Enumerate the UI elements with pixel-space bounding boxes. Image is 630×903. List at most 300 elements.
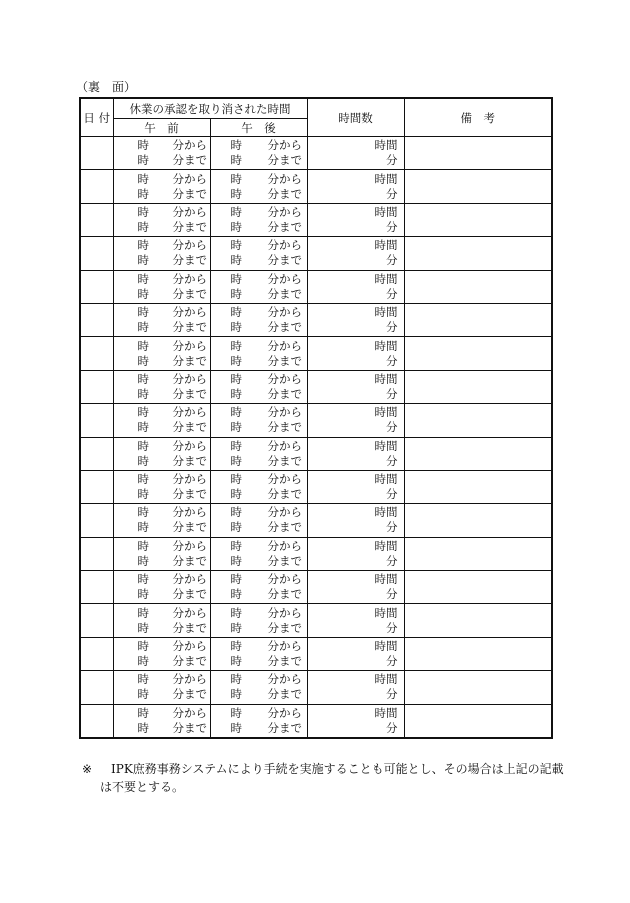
date-cell[interactable]: [80, 404, 113, 437]
hour-label: 時: [137, 238, 149, 253]
remarks-cell[interactable]: [404, 337, 552, 370]
from-label: 分から: [267, 705, 302, 720]
hour-label: 時: [137, 305, 149, 320]
am-time-cell[interactable]: [113, 137, 210, 170]
time-from-line: [211, 272, 307, 287]
hour-label: 時: [230, 271, 242, 286]
pm-time-cell[interactable]: [210, 404, 307, 437]
minutes-unit-label: 分: [386, 720, 398, 735]
hour-label: 時: [137, 438, 149, 453]
from-label: 分から: [267, 371, 302, 386]
hour-label: 時: [230, 353, 242, 368]
time-until-line: [114, 320, 210, 335]
minutes-unit-label: 分: [386, 654, 398, 669]
minutes-unit-label: 分: [386, 219, 398, 234]
time-until-line: [211, 687, 307, 702]
from-label: 分から: [172, 572, 207, 587]
from-label: 分から: [267, 305, 302, 320]
am-time-cell[interactable]: [113, 504, 210, 537]
date-cell[interactable]: [80, 270, 113, 303]
from-label: 分から: [267, 605, 302, 620]
hour-label: 時: [137, 605, 149, 620]
am-time-cell[interactable]: [113, 203, 210, 236]
until-label: 分まで: [267, 487, 302, 502]
time-until-line: [211, 487, 307, 502]
note-line-2: は不要とする。: [100, 780, 185, 794]
time-from-line: [211, 372, 307, 387]
from-label: 分から: [267, 505, 302, 520]
time-from-line: [211, 339, 307, 354]
time-until-line: [211, 654, 307, 669]
time-until-line: [211, 554, 307, 569]
remarks-cell[interactable]: [404, 604, 552, 637]
hour-label: 時: [230, 320, 242, 335]
hour-label: 時: [137, 320, 149, 335]
time-from-line: [114, 572, 210, 587]
date-cell[interactable]: [80, 170, 113, 203]
time-until-line: [211, 454, 307, 469]
hour-label: 時: [230, 204, 242, 219]
table-row: [80, 137, 552, 170]
hour-label: 時: [137, 672, 149, 687]
from-label: 分から: [267, 438, 302, 453]
table-row: [80, 337, 552, 370]
until-label: 分まで: [172, 487, 207, 502]
hour-label: 時: [137, 472, 149, 487]
remarks-cell[interactable]: [404, 203, 552, 236]
from-label: 分から: [172, 238, 207, 253]
minutes-unit-label: 分: [386, 687, 398, 702]
table-row: [80, 470, 552, 503]
time-until-line: [211, 187, 307, 202]
date-cell[interactable]: [80, 537, 113, 570]
date-cell[interactable]: [80, 571, 113, 604]
until-label: 分まで: [267, 253, 302, 268]
from-label: 分から: [267, 238, 302, 253]
minutes-unit-label: 分: [386, 420, 398, 435]
time-from-line: [211, 205, 307, 220]
remarks-cell[interactable]: [404, 704, 552, 738]
hours-unit-label: 時間: [374, 572, 398, 587]
date-cell[interactable]: [80, 370, 113, 403]
until-label: 分まで: [267, 386, 302, 401]
hours-unit-label: 時間: [374, 171, 398, 186]
time-until-line: [114, 454, 210, 469]
time-until-line: [211, 721, 307, 736]
hour-label: 時: [137, 286, 149, 301]
time-from-line: [114, 272, 210, 287]
pm-time-cell[interactable]: [210, 571, 307, 604]
time-until-line: [211, 220, 307, 235]
am-time-cell[interactable]: [113, 571, 210, 604]
time-from-line: [114, 238, 210, 253]
until-label: 分まで: [172, 587, 207, 602]
table-row: [80, 671, 552, 704]
remarks-cell[interactable]: [404, 470, 552, 503]
time-from-line: [211, 305, 307, 320]
date-cell[interactable]: [80, 203, 113, 236]
hour-label: 時: [230, 472, 242, 487]
minutes-unit-label: 分: [386, 353, 398, 368]
date-cell[interactable]: [80, 470, 113, 503]
hour-label: 時: [230, 420, 242, 435]
date-cell[interactable]: [80, 337, 113, 370]
date-cell[interactable]: [80, 303, 113, 336]
time-until-line: [114, 487, 210, 502]
hour-label: 時: [137, 420, 149, 435]
hour-label: 時: [137, 186, 149, 201]
remarks-cell[interactable]: [404, 637, 552, 670]
hours-cell[interactable]: [307, 671, 404, 704]
until-label: 分まで: [267, 453, 302, 468]
pm-time-cell[interactable]: [210, 337, 307, 370]
date-cell[interactable]: [80, 637, 113, 670]
hour-label: 時: [230, 286, 242, 301]
hour-label: 時: [230, 405, 242, 420]
time-from-line: [211, 472, 307, 487]
hour-label: 時: [137, 705, 149, 720]
remarks-cell[interactable]: [404, 137, 552, 170]
hours-cell[interactable]: [307, 537, 404, 570]
hours-cell[interactable]: [307, 337, 404, 370]
from-label: 分から: [267, 639, 302, 654]
time-until-line: [114, 621, 210, 636]
hours-cell[interactable]: [307, 270, 404, 303]
hour-label: 時: [230, 587, 242, 602]
until-label: 分まで: [172, 520, 207, 535]
pm-time-cell[interactable]: [210, 504, 307, 537]
remarks-cell[interactable]: [404, 370, 552, 403]
am-header: 午 前: [113, 119, 210, 137]
hours-cell[interactable]: [307, 170, 404, 203]
until-label: 分まで: [267, 153, 302, 168]
date-header: 日 付: [80, 98, 113, 137]
hours-cell[interactable]: [307, 203, 404, 236]
pm-time-cell[interactable]: [210, 637, 307, 670]
time-from-line: [114, 606, 210, 621]
hour-label: 時: [137, 353, 149, 368]
time-until-line: [114, 153, 210, 168]
time-until-line: [114, 253, 210, 268]
pm-time-cell[interactable]: [210, 203, 307, 236]
am-time-cell[interactable]: [113, 704, 210, 738]
hour-label: 時: [230, 520, 242, 535]
until-label: 分まで: [267, 420, 302, 435]
remarks-cell[interactable]: [404, 270, 552, 303]
until-label: 分まで: [172, 253, 207, 268]
hours-cell[interactable]: [307, 137, 404, 170]
hour-label: 時: [137, 405, 149, 420]
from-label: 分から: [172, 672, 207, 687]
time-until-line: [114, 520, 210, 535]
time-until-line: [114, 220, 210, 235]
minutes-unit-label: 分: [386, 487, 398, 502]
until-label: 分まで: [172, 353, 207, 368]
remarks-cell[interactable]: [404, 303, 552, 336]
remarks-cell[interactable]: [404, 437, 552, 470]
hours-unit-label: 時間: [374, 305, 398, 320]
hour-label: 時: [230, 505, 242, 520]
time-until-line: [114, 420, 210, 435]
table-row: [80, 404, 552, 437]
hour-label: 時: [137, 505, 149, 520]
time-until-line: [211, 153, 307, 168]
hour-label: 時: [230, 487, 242, 502]
hours-unit-label: 時間: [374, 672, 398, 687]
remarks-cell[interactable]: [404, 170, 552, 203]
until-label: 分まで: [172, 620, 207, 635]
pm-time-cell[interactable]: [210, 237, 307, 270]
until-label: 分まで: [172, 687, 207, 702]
note-mark: ※: [82, 762, 93, 776]
time-until-line: [114, 554, 210, 569]
hour-label: 時: [137, 386, 149, 401]
hour-label: 時: [137, 639, 149, 654]
time-from-line: [211, 706, 307, 721]
minutes-unit-label: 分: [386, 553, 398, 568]
time-until-line: [114, 687, 210, 702]
am-time-cell[interactable]: [113, 637, 210, 670]
remarks-cell[interactable]: [404, 671, 552, 704]
hours-cell[interactable]: [307, 704, 404, 738]
from-label: 分から: [267, 538, 302, 553]
am-time-cell[interactable]: [113, 337, 210, 370]
until-label: 分まで: [267, 620, 302, 635]
hour-label: 時: [230, 153, 242, 168]
time-until-line: [114, 654, 210, 669]
until-label: 分まで: [267, 654, 302, 669]
hour-label: 時: [137, 138, 149, 153]
until-label: 分まで: [267, 520, 302, 535]
time-from-line: [211, 572, 307, 587]
hours-cell[interactable]: [307, 237, 404, 270]
table-row: [80, 704, 552, 738]
hour-label: 時: [137, 587, 149, 602]
until-label: 分まで: [172, 320, 207, 335]
until-label: 分まで: [172, 420, 207, 435]
time-from-line: [211, 405, 307, 420]
time-until-line: [114, 187, 210, 202]
pm-time-cell[interactable]: [210, 671, 307, 704]
hours-unit-label: 時間: [374, 338, 398, 353]
hour-label: 時: [230, 687, 242, 702]
hour-label: 時: [230, 553, 242, 568]
until-label: 分まで: [172, 654, 207, 669]
time-from-line: [114, 372, 210, 387]
table-row: [80, 571, 552, 604]
time-from-line: [114, 305, 210, 320]
hour-label: 時: [137, 338, 149, 353]
pm-time-cell[interactable]: [210, 437, 307, 470]
hours-unit-label: 時間: [374, 271, 398, 286]
hour-label: 時: [230, 654, 242, 669]
time-from-line: [114, 138, 210, 153]
hours-cell[interactable]: [307, 404, 404, 437]
hour-label: 時: [230, 639, 242, 654]
minutes-unit-label: 分: [386, 153, 398, 168]
date-cell[interactable]: [80, 237, 113, 270]
pm-time-cell[interactable]: [210, 170, 307, 203]
hours-cell[interactable]: [307, 504, 404, 537]
time-from-line: [211, 138, 307, 153]
am-time-cell[interactable]: [113, 170, 210, 203]
until-label: 分まで: [172, 153, 207, 168]
from-label: 分から: [172, 705, 207, 720]
pm-time-cell[interactable]: [210, 370, 307, 403]
hours-unit-label: 時間: [374, 238, 398, 253]
from-label: 分から: [172, 338, 207, 353]
am-time-cell[interactable]: [113, 537, 210, 570]
from-label: 分から: [267, 138, 302, 153]
from-label: 分から: [172, 271, 207, 286]
hours-cell[interactable]: [307, 303, 404, 336]
remarks-cell[interactable]: [404, 237, 552, 270]
until-label: 分まで: [267, 186, 302, 201]
hour-label: 時: [137, 171, 149, 186]
pm-time-cell[interactable]: [210, 137, 307, 170]
hour-label: 時: [137, 487, 149, 502]
date-cell[interactable]: [80, 671, 113, 704]
am-time-cell[interactable]: [113, 370, 210, 403]
hours-cell[interactable]: [307, 637, 404, 670]
table-row: [80, 270, 552, 303]
hour-label: 時: [230, 238, 242, 253]
hour-label: 時: [230, 572, 242, 587]
until-label: 分まで: [267, 553, 302, 568]
pm-time-cell[interactable]: [210, 537, 307, 570]
date-cell[interactable]: [80, 604, 113, 637]
table-row: [80, 170, 552, 203]
until-label: 分まで: [267, 353, 302, 368]
hour-label: 時: [137, 654, 149, 669]
time-until-line: [114, 587, 210, 602]
am-time-cell[interactable]: [113, 671, 210, 704]
am-time-cell[interactable]: [113, 237, 210, 270]
table-row: [80, 370, 552, 403]
footnote: [82, 760, 562, 796]
remarks-cell[interactable]: [404, 404, 552, 437]
minutes-unit-label: 分: [386, 320, 398, 335]
am-time-cell[interactable]: [113, 470, 210, 503]
reverse-side-label: （裏 面）: [76, 80, 137, 94]
time-from-line: [211, 439, 307, 454]
hour-label: 時: [230, 620, 242, 635]
date-cell[interactable]: [80, 437, 113, 470]
table-row: [80, 237, 552, 270]
from-label: 分から: [172, 505, 207, 520]
am-time-cell[interactable]: [113, 404, 210, 437]
minutes-unit-label: 分: [386, 253, 398, 268]
hour-label: 時: [230, 338, 242, 353]
time-until-line: [211, 354, 307, 369]
from-label: 分から: [267, 572, 302, 587]
pm-time-cell[interactable]: [210, 270, 307, 303]
remarks-cell[interactable]: [404, 504, 552, 537]
table-row: [80, 537, 552, 570]
hours-cell[interactable]: [307, 604, 404, 637]
time-from-line: [114, 172, 210, 187]
date-cell[interactable]: [80, 704, 113, 738]
time-from-line: [114, 472, 210, 487]
hours-unit-label: 時間: [374, 505, 398, 520]
hours-cell[interactable]: [307, 370, 404, 403]
hours-cell[interactable]: [307, 437, 404, 470]
hour-label: 時: [230, 171, 242, 186]
hours-cell[interactable]: [307, 470, 404, 503]
hour-label: 時: [230, 453, 242, 468]
hour-label: 時: [137, 620, 149, 635]
time-until-line: [114, 287, 210, 302]
pm-time-cell[interactable]: [210, 704, 307, 738]
hours-unit-label: 時間: [374, 371, 398, 386]
hour-label: 時: [230, 720, 242, 735]
hours-header: 時間数: [307, 98, 404, 137]
minutes-unit-label: 分: [386, 620, 398, 635]
minutes-unit-label: 分: [386, 386, 398, 401]
time-from-line: [114, 205, 210, 220]
table-row: [80, 637, 552, 670]
am-time-cell[interactable]: [113, 604, 210, 637]
leave-cancellation-table: [79, 97, 553, 739]
remarks-cell[interactable]: [404, 571, 552, 604]
until-label: 分まで: [267, 687, 302, 702]
hour-label: 時: [137, 572, 149, 587]
pm-header: 午 後: [210, 119, 307, 137]
time-from-line: [114, 405, 210, 420]
hour-label: 時: [230, 253, 242, 268]
remarks-cell[interactable]: [404, 537, 552, 570]
am-time-cell[interactable]: [113, 437, 210, 470]
hours-cell[interactable]: [307, 571, 404, 604]
hour-label: 時: [137, 153, 149, 168]
time-from-line: [114, 439, 210, 454]
until-label: 分まで: [172, 286, 207, 301]
time-until-line: [211, 621, 307, 636]
table-row: [80, 604, 552, 637]
from-label: 分から: [172, 204, 207, 219]
pm-time-cell[interactable]: [210, 470, 307, 503]
date-cell[interactable]: [80, 137, 113, 170]
until-label: 分まで: [172, 453, 207, 468]
time-until-line: [211, 253, 307, 268]
minutes-unit-label: 分: [386, 453, 398, 468]
pm-time-cell[interactable]: [210, 303, 307, 336]
date-cell[interactable]: [80, 504, 113, 537]
time-from-line: [211, 505, 307, 520]
from-label: 分から: [267, 672, 302, 687]
until-label: 分まで: [172, 219, 207, 234]
pm-time-cell[interactable]: [210, 604, 307, 637]
until-label: 分まで: [267, 587, 302, 602]
from-label: 分から: [172, 305, 207, 320]
hours-unit-label: 時間: [374, 605, 398, 620]
minutes-unit-label: 分: [386, 520, 398, 535]
table-row: [80, 504, 552, 537]
hour-label: 時: [137, 371, 149, 386]
until-label: 分まで: [267, 320, 302, 335]
hours-unit-label: 時間: [374, 405, 398, 420]
from-label: 分から: [172, 171, 207, 186]
hour-label: 時: [230, 371, 242, 386]
hours-unit-label: 時間: [374, 472, 398, 487]
hour-label: 時: [137, 204, 149, 219]
from-label: 分から: [172, 639, 207, 654]
am-time-cell[interactable]: [113, 270, 210, 303]
am-time-cell[interactable]: [113, 303, 210, 336]
hour-label: 時: [230, 186, 242, 201]
hour-label: 時: [230, 219, 242, 234]
hours-unit-label: 時間: [374, 639, 398, 654]
